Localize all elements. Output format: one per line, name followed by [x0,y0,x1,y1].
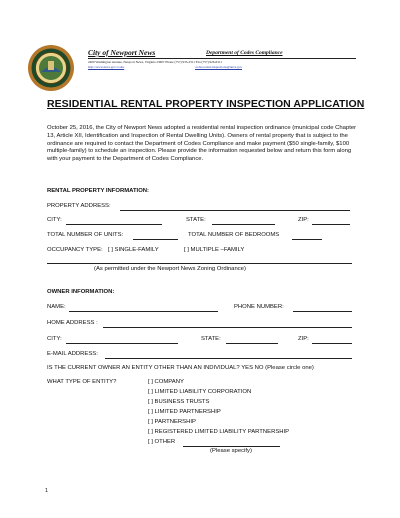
page-number: 1 [45,488,49,494]
entity-option-limited-partnership[interactable]: [ ] LIMITED PARTNERSHIP [148,409,221,415]
property-address-label: PROPERTY ADDRESS: [47,203,111,209]
bedrooms-label: TOTAL NUMBER OF BEDROOMS [188,232,280,238]
owner-state-label: STATE: [201,336,221,342]
owner-city-field[interactable] [66,343,178,344]
email-field[interactable] [105,358,352,359]
owner-zip-field[interactable] [312,343,352,344]
entity-option-company[interactable]: [ ] COMPANY [148,379,184,385]
entity-option-other[interactable]: [ ] OTHER [148,439,176,445]
entity-option-business-trusts[interactable]: [ ] BUSINESS TRUSTS [148,399,210,405]
email-link[interactable]: codes.rental-inspections@nnva.gov [195,65,243,69]
units-label: TOTAL NUMBER OF UNITS: [47,232,124,238]
department-name: Department of Codes Compliance [206,50,283,56]
home-address-label: HOME ADDRESS : [47,320,98,326]
entity-option-llc[interactable]: [ ] LIMITED LIABILITY CORPORATION [148,389,252,395]
zoning-note: (As permitted under the Newport News Zoning Ordinance) [94,266,246,272]
rental-zip-label: ZIP: [298,217,309,223]
email-label: E-MAIL ADDRESS: [47,351,98,357]
owner-section-heading: OWNER INFORMATION: [47,289,115,295]
city-name: City of Newport News [88,48,156,57]
phone-label: PHONE NUMBER: [234,304,284,310]
owner-zip-label: ZIP: [298,336,309,342]
intro-paragraph: October 25, 2016, the City of Newport News adopted a residential rental inspection ordinance (municipal code Chapter 13, Article XII, Identification and Inspection of Rental Dwelling Units). Owners of rental property that is subject to the ordinance are required to contact the Department of Codes Compliance and make payment ($50 single-family, $100 multiple-family) to schedule an inspection. Please provide the information requested below and return this form along with your payment to the Department of Codes Compliance. [47,125,357,163]
multiple-family-checkbox[interactable]: [ ] MULTIPLE –FAMILY [184,247,245,253]
other-entity-field[interactable] [183,446,280,447]
property-address-field[interactable] [120,210,350,211]
website-link[interactable]: http://www.nnva.gov/codes [88,65,125,69]
city-seal-icon [27,44,75,92]
rental-zip-field[interactable] [312,224,350,225]
owner-state-field[interactable] [226,343,278,344]
form-title: RESIDENTIAL RENTAL PROPERTY INSPECTION APPLICATION [47,98,365,110]
owner-name-label: NAME: [47,304,66,310]
home-address-field[interactable] [103,327,352,328]
specify-note: (Please specify) [210,448,252,454]
header-address: 2400 Washington Avenue, Newport News, Virginia 23607 Phone (757) 933-2311 Fax (757) 926-6311 [88,60,223,64]
bedrooms-field[interactable] [292,239,322,240]
single-family-checkbox[interactable]: [ ] SINGLE-FAMILY [108,247,159,253]
phone-field[interactable] [293,311,352,312]
rental-section-heading: RENTAL PROPERTY INFORMATION: [47,188,149,194]
entity-question: IS THE CURRENT OWNER AN ENTITY OTHER THAN AN INDIVIDUAL? YES NO (Please circle one) [47,365,314,371]
entity-option-partnership[interactable]: [ ] PARTNERSHIP [148,419,196,425]
units-field[interactable] [133,239,178,240]
zoning-field[interactable] [47,263,352,264]
entity-type-label: WHAT TYPE OF ENTITY? [47,379,117,385]
occupancy-label: OCCUPANCY TYPE: [47,247,103,253]
owner-name-field[interactable] [69,311,218,312]
entity-option-rllp[interactable]: [ ] REGISTERED LIMITED LIABILITY PARTNERSHIP [148,429,290,435]
rental-state-label: STATE: [186,217,206,223]
rental-city-label: CITY: [47,217,62,223]
header-links [88,65,242,69]
header-divider [88,58,356,59]
rental-state-field[interactable] [212,224,275,225]
owner-city-label: CITY: [47,336,62,342]
rental-city-field[interactable] [66,224,162,225]
